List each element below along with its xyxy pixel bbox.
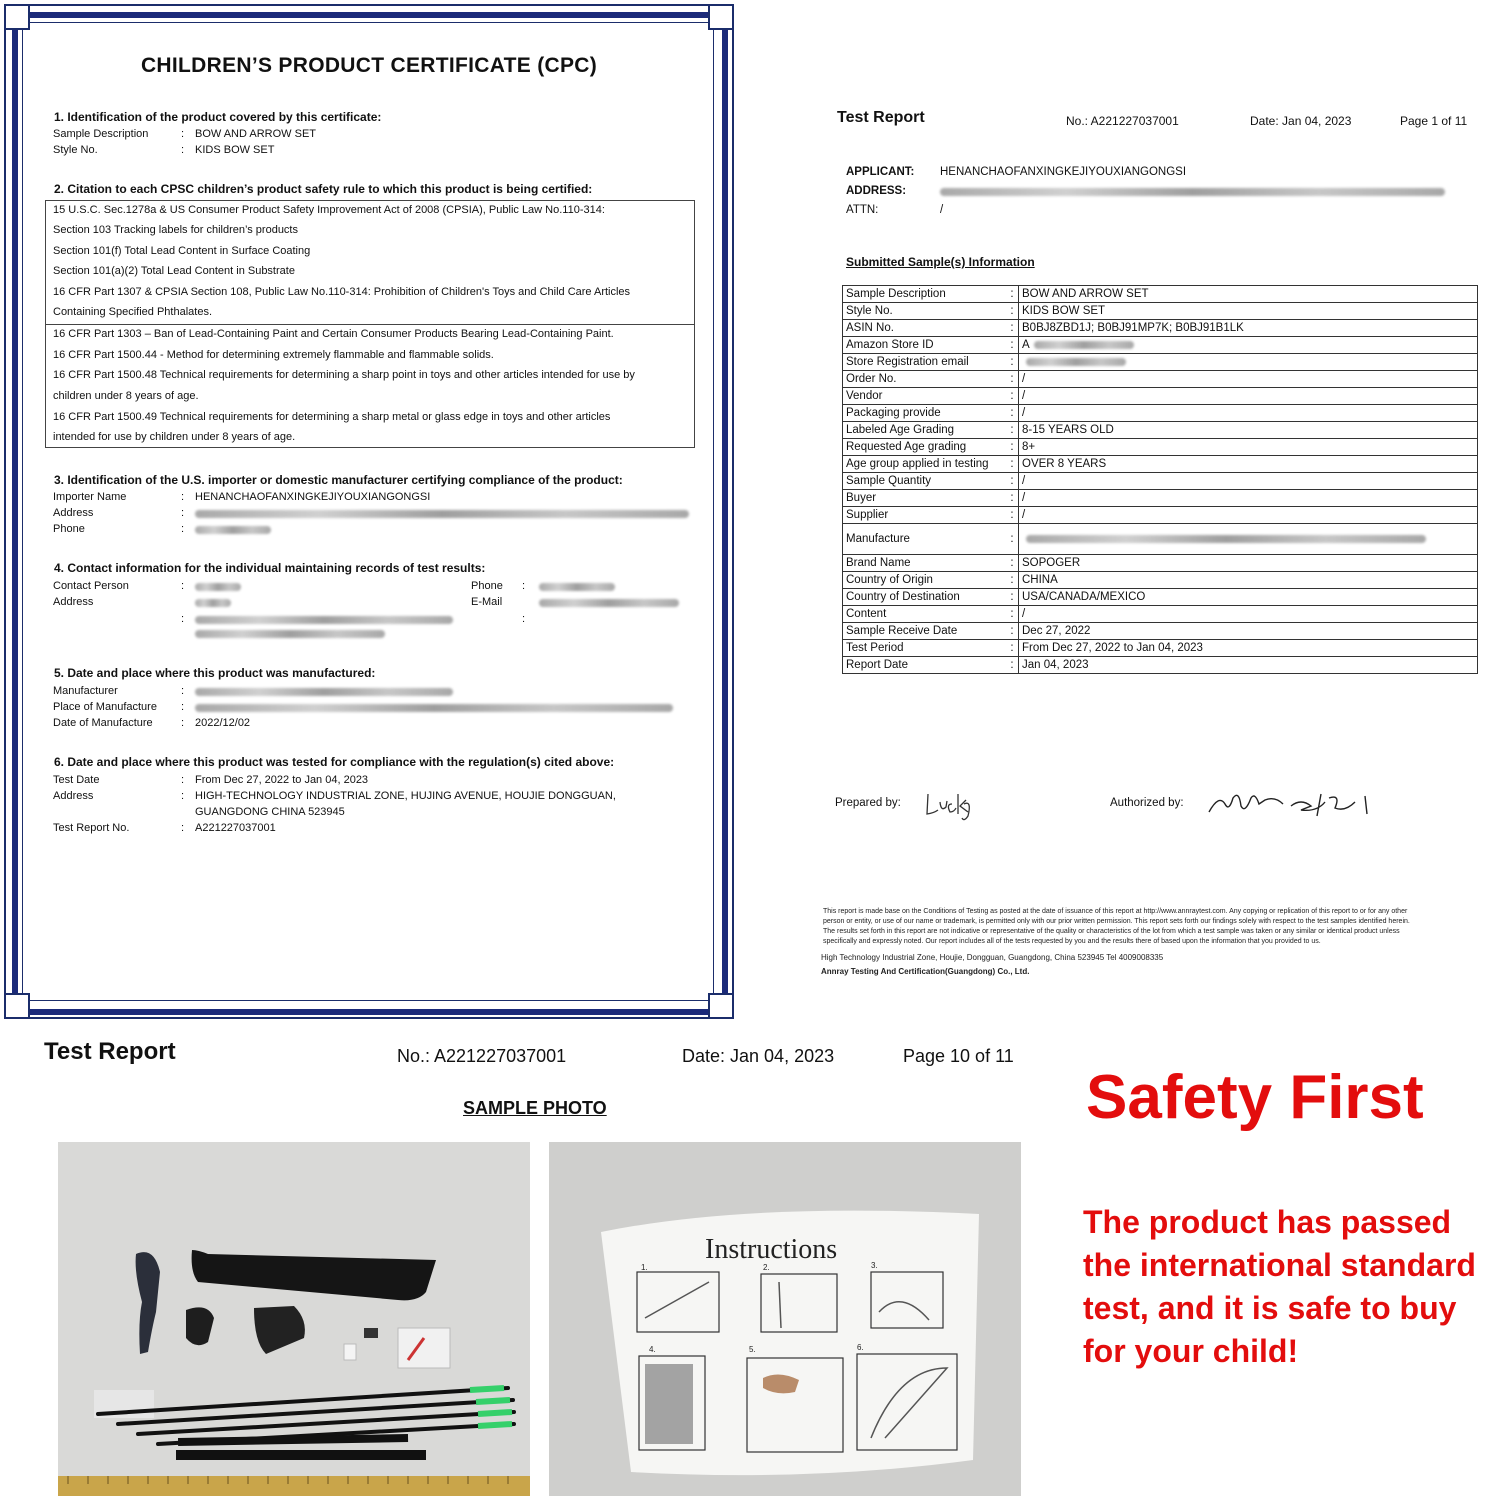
importer-address-label: Address [53,507,94,519]
row-value: / [1019,473,1478,490]
citation-line: Section 101(f) Total Lead Content in Surface Coating [53,245,311,257]
applicant-label: APPLICANT: [846,166,915,178]
attn-label: ATTN: [846,204,879,216]
row-value: KIDS BOW SET [1019,303,1478,320]
importer-phone-label: Phone [53,523,85,535]
colon: : [181,822,185,834]
colon: : [181,144,185,156]
contact-address-label: Address [53,596,94,608]
corner-ornament [4,4,30,30]
colon: : [181,790,185,802]
row-value: From Dec 27, 2022 to Jan 04, 2023 [1019,640,1478,657]
sample-photo-instructions [549,1142,1021,1496]
style-no-value: KIDS BOW SET [195,144,275,156]
report-number: No.: A221227037001 [1066,114,1179,128]
report-2-title: Test Report [44,1038,176,1065]
table-row [843,303,1478,320]
row-label: Supplier [843,507,1007,524]
row-label: Report Date [843,657,1007,674]
colon: : [181,580,185,592]
bow-limb [176,1450,426,1460]
colon: : [1006,606,1019,623]
row-value: Dec 27, 2022 [1019,623,1478,640]
table-row [843,507,1478,524]
authorized-by-signature [1205,784,1375,824]
colon: : [181,613,185,625]
row-value: / [1019,388,1478,405]
measuring-tape [58,1476,530,1496]
date-of-manufacture-label: Date of Manufacture [53,717,153,729]
citation-line: intended for use by children under 8 years of age. [53,431,296,443]
row-value: Jan 04, 2023 [1019,657,1478,674]
sample-photo-product [58,1142,530,1496]
redacted-address [940,188,1445,196]
row-value: 8+ [1019,439,1478,456]
row-label: ASIN No. [843,320,1007,337]
row-label: Buyer [843,490,1007,507]
citation-line: Containing Specified Phthalates. [53,306,212,318]
section-3-heading: 3. Identification of the U.S. importer or domestic manufacturer certifying compliance of the product: [54,473,623,487]
divider [46,324,694,325]
colon: : [181,507,185,519]
promo-line: The product has passed [1083,1204,1452,1240]
test-report-no-label: Test Report No. [53,822,130,834]
instruction-photo [645,1364,693,1444]
colon: : [1006,657,1019,674]
contact-phone-label: Phone [471,580,503,592]
small-part [364,1328,378,1338]
row-label: Order No. [843,371,1007,388]
redacted-value [1026,535,1426,543]
table-row [843,572,1478,589]
cpc-certificate [4,4,734,1019]
step-number: 2. [763,1263,770,1272]
colon: : [1006,456,1019,473]
attn-value: / [940,204,944,216]
colon: : [1006,320,1019,337]
table-row [843,422,1478,439]
lab-company: Annray Testing And Certification(Guangdong) Co., Ltd. [821,967,1030,976]
sample-description-label: Sample Description [53,128,149,140]
colon: : [181,774,185,786]
row-value: / [1019,606,1478,623]
corner-ornament [4,993,30,1019]
disclaimer-line: This report is made base on the Conditions of Testing as posted at the date of issuance of this report at http://www.annraytest.com. Any copying or replication of this report to or for any other [823,908,1408,915]
colon: : [1006,589,1019,606]
table-row [843,354,1478,371]
report-date: Date: Jan 04, 2023 [1250,114,1352,128]
redacted-place [195,704,673,712]
colon: : [522,613,526,625]
redacted-phone [539,583,615,591]
sample-info-table [842,285,1478,674]
row-value: / [1019,507,1478,524]
row-value: SOPOGER [1019,555,1478,572]
row-value: BOW AND ARROW SET [1019,286,1478,303]
test-address-line-1: HIGH-TECHNOLOGY INDUSTRIAL ZONE, HUJING AVENUE, HOUJIE DONGGUAN, [195,790,616,802]
row-label: Brand Name [843,555,1007,572]
sample-description-value: BOW AND ARROW SET [195,128,317,140]
table-row [843,473,1478,490]
report-page: Page 1 of 11 [1400,114,1468,128]
report-title: Test Report [837,109,925,126]
row-value: B0BJ8ZBD1J; B0BJ91MP7K; B0BJ91B1LK [1019,320,1478,337]
report-2-page: Page 10 of 11 [903,1046,1014,1066]
step-number: 6. [857,1343,864,1352]
date-of-manufacture-value: 2022/12/02 [195,717,251,729]
colon: : [522,580,526,592]
promo-line: the international standard [1083,1247,1476,1283]
test-address-label: Address [53,790,94,802]
step-number: 1. [641,1263,648,1272]
redacted-address [195,630,385,638]
colon: : [1006,286,1019,303]
citation-line: children under 8 years of age. [53,390,199,402]
redacted-contact [195,583,241,591]
place-of-manufacture-label: Place of Manufacture [53,701,157,713]
row-label: Content [843,606,1007,623]
row-label: Labeled Age Grading [843,422,1007,439]
promo-line: for your child! [1083,1333,1299,1369]
table-row [843,490,1478,507]
colon: : [1006,473,1019,490]
style-no-label: Style No. [53,144,98,156]
colon: : [1006,555,1019,572]
row-value: / [1019,371,1478,388]
redacted-email [539,599,679,607]
instructions-title: Instructions [705,1234,838,1265]
test-address-line-2: GUANGDONG CHINA 523945 [195,806,345,818]
row-value [1019,354,1478,371]
row-label: Amazon Store ID [843,337,1007,354]
row-value: CHINA [1019,572,1478,589]
row-label: Sample Description [843,286,1007,303]
row-label: Requested Age grading [843,439,1007,456]
prepared-by-label: Prepared by: [835,797,901,809]
contact-person-label: Contact Person [53,580,129,592]
table-row [843,439,1478,456]
table-row [843,555,1478,572]
promo-line: test, and it is safe to buy [1083,1290,1457,1326]
citation-line: 16 CFR Part 1500.48 Technical requirements for determining a sharp point in toys and other articles intended for use by [53,369,635,381]
colon: : [1006,422,1019,439]
row-value [1019,524,1478,555]
redacted-value [1026,358,1126,366]
colon: : [1006,507,1019,524]
redacted-address [195,510,689,518]
colon: : [181,685,185,697]
row-label: Sample Quantity [843,473,1007,490]
colon: : [181,128,185,140]
manufacturer-label: Manufacturer [53,685,118,697]
sample-photo-heading: SAMPLE PHOTO [463,1098,607,1118]
row-label: Store Registration email [843,354,1007,371]
corner-ornament [708,993,734,1019]
lab-address: High Technology Industrial Zone, Houjie, Dongguan, Guangdong, China 523945 Tel 4009008335 [821,953,1164,962]
safety-first-headline: Safety First [1086,1063,1424,1132]
table-row [843,286,1478,303]
table-row [843,589,1478,606]
row-label: Manufacture [843,524,1007,555]
colon: : [1006,524,1019,555]
test-date-label: Test Date [53,774,100,786]
section-4-heading: 4. Contact information for the individual maintaining records of test results: [54,561,486,575]
table-row [843,606,1478,623]
disclaimer-line: The results set forth in this report are not indicative or representative of the quality or characteristics of the lot from which a test sample was taken or any similar or identical product unless [823,928,1400,935]
certificate-title: CHILDREN’S PRODUCT CERTIFICATE (CPC) [140,54,598,77]
citation-line: 16 CFR Part 1307 & CPSIA Section 108, Public Law No.110-314: Prohibition of Children's Toys and Child Care Articles [53,286,631,298]
colon: : [181,717,185,729]
step-number: 5. [749,1345,756,1354]
row-value: / [1019,405,1478,422]
citation-line: 16 CFR Part 1500.49 Technical requirements for determining a sharp metal or glass edge in toys and other articles [53,411,611,423]
row-value: A [1019,337,1478,354]
table-row [843,640,1478,657]
citation-line: Section 101(a)(2) Total Lead Content in Substrate [53,265,295,277]
small-bag [398,1328,450,1368]
row-label: Sample Receive Date [843,623,1007,640]
table-row [843,337,1478,354]
table-row [843,388,1478,405]
colon: : [181,491,185,503]
section-2-heading: 2. Citation to each CPSC children’s product safety rule to which this product is being certified: [54,182,593,196]
step-number: 4. [649,1345,656,1354]
colon: : [1006,388,1019,405]
citation-line: Section 103 Tracking labels for children’s products [53,224,298,236]
colon: : [181,523,185,535]
redacted-manufacturer [195,688,453,696]
row-label: Packaging provide [843,405,1007,422]
importer-name-value: HENANCHAOFANXINGKEJIYOUXIANGONGSI [195,491,431,503]
row-label: Age group applied in testing [843,456,1007,473]
section-6-heading: 6. Date and place where this product was tested for compliance with the regulation(s) cited above: [54,755,615,769]
table-row [843,524,1478,555]
colon: : [1006,303,1019,320]
report-2-date: Date: Jan 04, 2023 [682,1046,835,1066]
redacted-address [195,599,231,607]
small-bag [344,1344,356,1360]
address-label: ADDRESS: [846,185,907,197]
colon: : [1006,371,1019,388]
row-value: OVER 8 YEARS [1019,456,1478,473]
test-report-no-value: A221227037001 [195,822,276,834]
row-label: Test Period [843,640,1007,657]
disclaimer-line: person or entity, or use of our name or trademark, is permitted only with our prior written permission. This report sets forth our findings solely with respect to the test samples identified herein. [823,918,1410,925]
row-label: Style No. [843,303,1007,320]
colon: : [1006,572,1019,589]
row-value: USA/CANADA/MEXICO [1019,589,1478,606]
table-row [843,320,1478,337]
citation-line: 16 CFR Part 1500.44 - Method for determining extremely flammable and flammable solids. [53,349,494,361]
step-number: 3. [871,1261,878,1270]
importer-name-label: Importer Name [53,491,127,503]
row-label: Vendor [843,388,1007,405]
row-label: Country of Destination [843,589,1007,606]
contact-email-label: E-Mail [471,596,503,608]
table-row [843,405,1478,422]
colon: : [1006,439,1019,456]
submitted-sample-heading: Submitted Sample(s) Information [846,255,1035,269]
citation-line: 16 CFR Part 1303 – Ban of Lead-Containing Paint and Certain Consumer Products Bearing Lead-Containing Paint. [53,328,614,340]
colon: : [1006,337,1019,354]
corner-ornament [708,4,734,30]
section-1-heading: 1. Identification of the product covered by this certificate: [54,110,382,124]
redacted-phone [195,526,271,534]
colon: : [1006,354,1019,371]
report-2-number: No.: A221227037001 [397,1046,567,1066]
table-row [843,657,1478,674]
authorized-by-label: Authorized by: [1110,797,1184,809]
colon: : [1006,623,1019,640]
table-row [843,456,1478,473]
applicant-value: HENANCHAOFANXINGKEJIYOUXIANGONGSI [940,166,1187,178]
row-value: / [1019,490,1478,507]
redacted-value [1034,341,1134,349]
row-value: 8-15 YEARS OLD [1019,422,1478,439]
colon: : [1006,640,1019,657]
table-row [843,623,1478,640]
colon: : [1006,405,1019,422]
table-row [843,371,1478,388]
section-5-heading: 5. Date and place where this product was manufactured: [54,666,376,680]
citation-line: 15 U.S.C. Sec.1278a & US Consumer Product Safety Improvement Act of 2008 (CPSIA), Public Law No.110-314: [53,204,605,216]
redacted-address [195,616,453,624]
prepared-by-signature [924,788,974,824]
colon: : [1006,490,1019,507]
test-date-value: From Dec 27, 2022 to Jan 04, 2023 [195,774,369,786]
colon: : [181,701,185,713]
row-label: Country of Origin [843,572,1007,589]
disclaimer-line: specifically and expressly noted. Our report includes all of the tests requested by you and the results there of based upon the information that you provided to us. [823,938,1321,945]
